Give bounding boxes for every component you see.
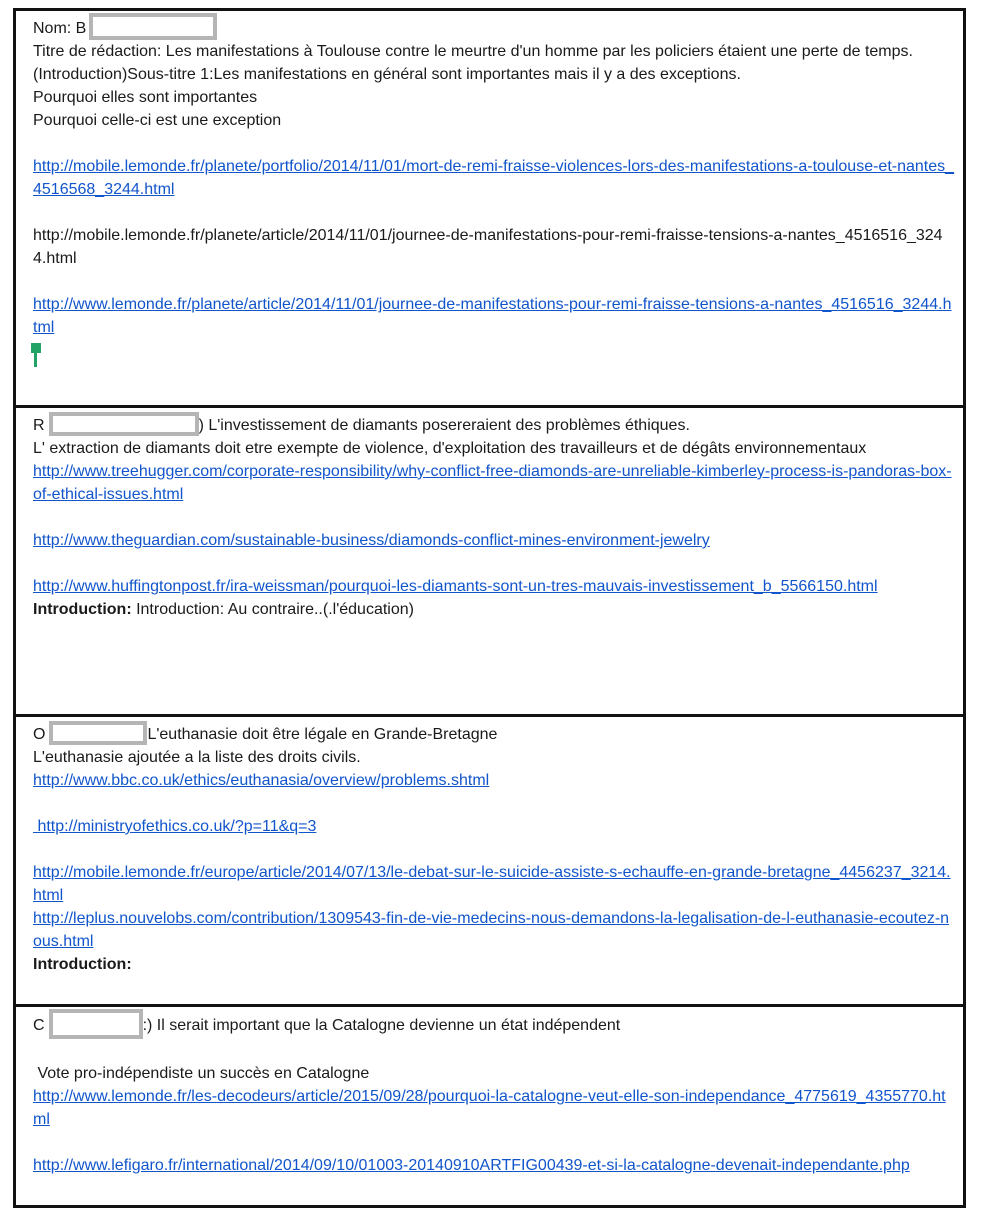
essay-subtitle: L'euthanasie ajoutée a la liste des droits civils. bbox=[33, 749, 361, 766]
link-paragraph bbox=[33, 815, 955, 838]
name-line bbox=[33, 1013, 955, 1039]
section-diamants bbox=[16, 408, 963, 717]
blank-line bbox=[33, 506, 955, 529]
article-link[interactable]: http://www.lemonde.fr/planete/article/2014/11/01/journee-de-manifestations-pour-remi-fraisse-tensions-a-nantes_4516516_3244.html bbox=[33, 296, 952, 337]
article-link[interactable]: http://www.huffingtonpost.fr/ira-weissman/pourquoi-les-diamants-sont-un-tres-mauvais-investissement_b_5566150.html bbox=[33, 578, 878, 595]
essay-subtitle: (Introduction)Sous-titre 1:Les manifestations en général sont importantes mais il y a des exceptions. bbox=[33, 66, 741, 84]
section-manifestations bbox=[16, 11, 963, 408]
essay-subtitle: L' extraction de diamants doit etre exempte de violence, d'exploitation des travailleurs et de dégâts environnementaux bbox=[33, 440, 867, 457]
link-paragraph bbox=[33, 529, 955, 552]
blank-line bbox=[33, 838, 955, 861]
essay-title: Titre de rédaction: Les manifestations à Toulouse contre le meurtre d'un homme par les policiers étaient une perte de temps. bbox=[33, 43, 913, 61]
redacted-name-box bbox=[49, 721, 147, 745]
article-link[interactable]: http://www.bbc.co.uk/ethics/euthanasia/overview/problems.shtml bbox=[33, 772, 490, 789]
name-label: C bbox=[33, 1017, 45, 1035]
article-link[interactable]: http://leplus.nouvelobs.com/contribution/1309543-fin-de-vie-medecins-nous-demandons-la-legalisation-de-l-euthanasie-ecoutez-nous.html bbox=[33, 910, 950, 950]
blank-line bbox=[33, 201, 955, 224]
name-line bbox=[33, 17, 955, 40]
name-line bbox=[33, 414, 955, 437]
article-link[interactable]: http://www.theguardian.com/sustainable-business/diamonds-conflict-mines-environment-jewelry bbox=[33, 532, 710, 549]
blank-line bbox=[33, 1131, 955, 1154]
introduction-line bbox=[33, 598, 955, 621]
redacted-name-box bbox=[49, 1009, 143, 1039]
link-paragraph bbox=[33, 861, 955, 907]
plain-url: http://mobile.lemonde.fr/planete/article/2014/11/01/journee-de-manifestations-pour-remi-fraisse-tensions-a-nantes_4516516_3244.html bbox=[33, 227, 943, 268]
article-link[interactable]: http://www.treehugger.com/corporate-responsibility/why-conflict-free-diamonds-are-unreliable-kimberley-process-is-pandoras-box-of-ethical-issues.html bbox=[33, 463, 952, 503]
link-paragraph bbox=[33, 907, 955, 953]
introduction-label: Introduction: bbox=[33, 956, 132, 973]
redacted-name-box bbox=[89, 13, 217, 40]
redacted-name-box bbox=[49, 412, 199, 436]
name-label: O bbox=[33, 726, 46, 743]
article-link[interactable]: http://mobile.lemonde.fr/planete/portfolio/2014/11/01/mort-de-remi-fraisse-violences-lors-des-manifestations-a-toulouse-et-nantes_4516568_3244.html bbox=[33, 158, 955, 199]
article-link[interactable]: http://www.lemonde.fr/les-decodeurs/article/2015/09/28/pourquoi-la-catalogne-veut-elle-son-independance_4775619_4355770.html bbox=[33, 1088, 946, 1128]
blank-line bbox=[33, 552, 955, 575]
essay-title: ) L'investissement de diamants posereraient des problèmes éthiques. bbox=[198, 417, 690, 434]
cursor-flag-icon bbox=[31, 343, 41, 353]
name-line bbox=[33, 723, 955, 746]
introduction-line bbox=[33, 953, 955, 976]
link-paragraph bbox=[33, 155, 955, 201]
essay-subtitle: Vote pro-indépendiste un succès en Catalogne bbox=[33, 1065, 370, 1082]
introduction-label: Introduction: bbox=[33, 601, 132, 618]
article-link[interactable]: http://ministryofethics.co.uk/?p=11&q=3 bbox=[33, 818, 317, 835]
blank-line bbox=[33, 792, 955, 815]
blank-line bbox=[33, 132, 955, 155]
section-catalogne bbox=[16, 1007, 963, 1205]
article-link[interactable]: http://mobile.lemonde.fr/europe/article/2014/07/13/le-debat-sur-le-suicide-assiste-s-echauffe-en-grande-bretagne_4456237_3214.html bbox=[33, 864, 951, 904]
section-euthanasie bbox=[16, 717, 963, 1007]
essay-title: L'euthanasie doit être légale en Grande-Bretagne bbox=[147, 726, 498, 743]
assignments-table bbox=[13, 8, 966, 1208]
blank-line bbox=[33, 270, 955, 293]
article-link[interactable]: http://www.lefigaro.fr/international/2014/09/10/01003-20140910ARTFIG00439-et-si-la-catalogne-devenait-independante.php bbox=[33, 1157, 910, 1174]
outline-point: Pourquoi celle-ci est une exception bbox=[33, 112, 282, 130]
link-paragraph bbox=[33, 1085, 955, 1131]
blank-line bbox=[33, 1039, 955, 1062]
introduction-text: Introduction: Au contraire..(.l'éducation) bbox=[131, 601, 414, 618]
link-paragraph bbox=[33, 769, 955, 792]
link-paragraph bbox=[33, 460, 955, 506]
link-paragraph bbox=[33, 293, 955, 339]
link-paragraph bbox=[33, 575, 955, 598]
collaborator-cursor bbox=[33, 343, 955, 369]
name-label: Nom: B bbox=[33, 20, 87, 37]
outline-point: Pourquoi elles sont importantes bbox=[33, 89, 258, 107]
essay-title: :) Il serait important que la Catalogne devienne un état indépendent bbox=[142, 1017, 621, 1035]
name-label: R bbox=[33, 417, 45, 434]
link-paragraph bbox=[33, 1154, 955, 1177]
